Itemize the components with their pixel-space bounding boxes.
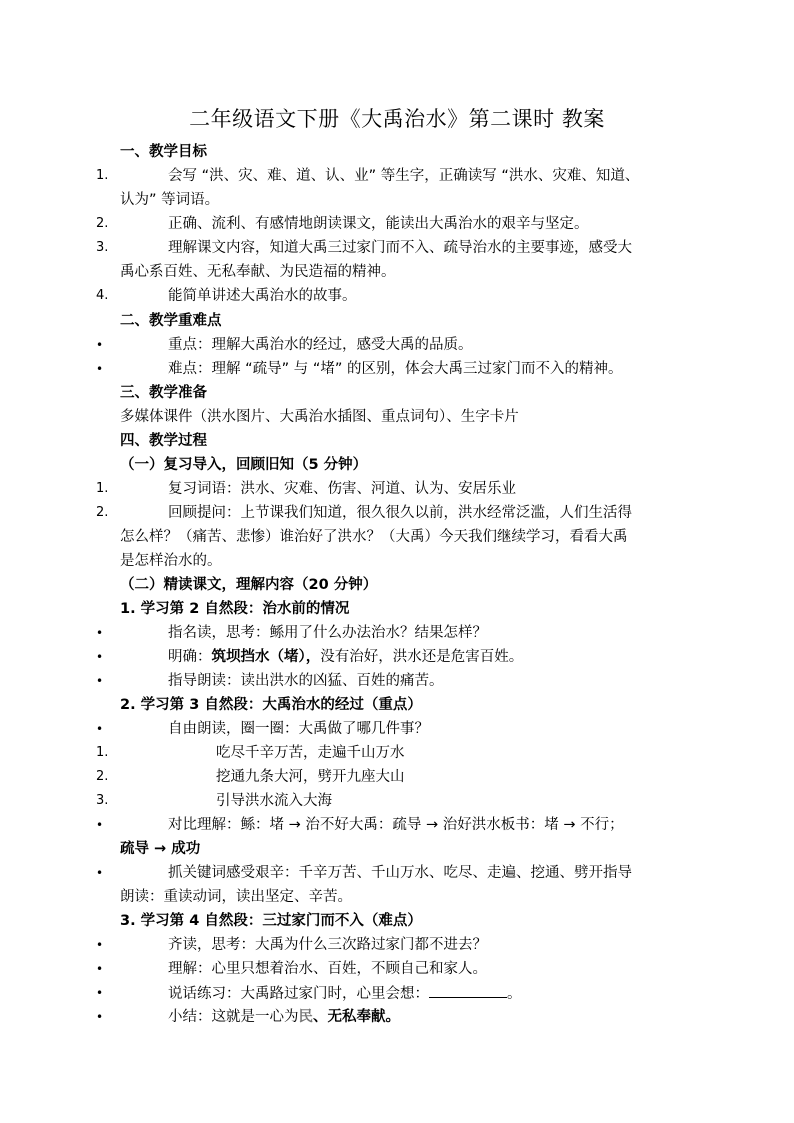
review-question-line2: 怎么样？（痛苦、悲惨）谁治好了洪水？（大禹）今天我们继续学习，看看大禹	[120, 529, 628, 545]
list-marker: 4.	[96, 288, 109, 303]
objective-3-line1: 理解课文内容，知道大禹三过家门而不入、疏导治水的主要事迹，感受大	[168, 240, 632, 256]
bullet-icon: •	[96, 362, 104, 376]
section-heading-process: 四、教学过程	[120, 433, 207, 449]
sub-3-item	[168, 983, 522, 1004]
text: 明确：	[168, 649, 212, 665]
section-heading-preparation: 三、教学准备	[120, 385, 207, 401]
list-marker: 2.	[96, 216, 109, 231]
review-question-line1: 回顾提问：上节课我们知道，很久很久以前，洪水经常泛滥，人们生活得	[168, 505, 632, 521]
sub-1-heading: 1. 学习第 2 自然段：治水前的情况	[120, 601, 350, 617]
objective-2: 正确、流利、有感情地朗读课文，能读出大禹治水的艰辛与坚定。	[168, 216, 589, 232]
bullet-icon: •	[96, 338, 104, 352]
section-heading-key-points: 二、教学重难点	[120, 313, 222, 329]
deed-item: 挖通九条大河，劈开九座大山	[216, 769, 405, 785]
text: 没有治好，洪水还是危害百姓。	[320, 649, 524, 665]
emphasis-text: 民	[298, 1009, 313, 1025]
list-marker: 3.	[96, 240, 109, 255]
objective-3-line2: 禹心系百姓、无私奉献、为民造福的精神。	[120, 264, 396, 280]
bullet-icon: •	[96, 722, 104, 736]
list-marker: 1.	[96, 745, 109, 760]
comparison-line1: 对比理解：鲧：堵 → 治不好大禹：疏导 → 治好洪水板书：堵 → 不行；	[168, 817, 624, 833]
review-question-line3: 是怎样治水的。	[120, 553, 222, 569]
bullet-icon: •	[96, 674, 104, 688]
text: 。	[507, 986, 522, 1002]
bullet-icon: •	[96, 938, 104, 952]
deed-item: 引导洪水流入大海	[216, 793, 332, 809]
sub-1-item: 指名读，思考：鲧用了什么办法治水？结果怎样？	[168, 625, 487, 641]
part-2-heading: （二）精读课文，理解内容（20 分钟）	[120, 577, 378, 593]
emphasis-text: 筑坝挡水（堵），	[211, 649, 321, 665]
bullet-icon: •	[96, 866, 104, 880]
sub-2-item: 自由朗读，圈一圈：大禹做了哪几件事？	[168, 721, 429, 737]
list-marker: 2.	[96, 505, 109, 520]
list-marker: 1.	[96, 168, 109, 183]
list-marker: 2.	[96, 769, 109, 784]
emphasis-text: 、无私奉献。	[313, 1009, 400, 1025]
objective-1-line1: 会写 “洪、灾、难、道、认、业” 等生字，正确读写 “洪水、灾难、知道、	[168, 168, 640, 184]
bullet-icon: •	[96, 818, 104, 832]
sub-2-heading: 2. 学习第 3 自然段：大禹治水的经过（重点）	[120, 697, 422, 713]
sub-1-item: 指导朗读：读出洪水的凶猛、百姓的痛苦。	[168, 673, 444, 689]
bullet-icon: •	[96, 650, 104, 664]
objective-1-line2: 认为” 等词语。	[120, 192, 220, 208]
text: 小结：这就是一心为	[168, 1009, 299, 1025]
deed-item: 吃尽千辛万苦，走遍千山万水	[216, 745, 405, 761]
list-marker: 3.	[96, 793, 109, 808]
keywords-line2: 朗读：重读动词，读出坚定、辛苦。	[120, 889, 352, 905]
text: 说话练习：大禹路过家门时，心里会想：	[168, 986, 429, 1002]
difficult-point: 难点：理解 “疏导” 与 “堵” 的区别，体会大禹三过家门而不入的精神。	[168, 361, 623, 377]
sub-3-heading: 3. 学习第 4 自然段：三过家门而不入（难点）	[120, 913, 422, 929]
part-1-heading: （一）复习导入，回顾旧知（5 分钟）	[120, 457, 368, 473]
bullet-icon: •	[96, 962, 104, 976]
fill-in-blank	[429, 983, 507, 998]
sub-3-item	[168, 1007, 400, 1027]
comparison-line2: 疏导 → 成功	[120, 841, 201, 857]
preparation-text: 多媒体课件（洪水图片、大禹治水插图、重点词句）、生字卡片	[120, 409, 519, 425]
keywords-line1: 抓关键词感受艰辛：千辛万苦、千山万水、吃尽、走遍、挖通、劈开指导	[168, 865, 632, 881]
review-words: 复习词语：洪水、灾难、伤害、河道、认为、安居乐业	[168, 481, 516, 497]
bullet-icon: •	[96, 626, 104, 640]
objective-4: 能简单讲述大禹治水的故事。	[168, 288, 357, 304]
key-point: 重点：理解大禹治水的经过，感受大禹的品质。	[168, 337, 473, 353]
document-title: 二年级语文下册《大禹治水》第二课时 教案	[189, 107, 605, 131]
sub-3-item: 理解：心里只想着治水、百姓，不顾自己和家人。	[168, 961, 487, 977]
bullet-icon: •	[96, 986, 104, 1000]
section-heading-objectives: 一、教学目标	[120, 144, 207, 160]
bullet-icon: •	[96, 1010, 104, 1024]
sub-3-item: 齐读，思考：大禹为什么三次路过家门都不进去？	[168, 937, 487, 953]
list-marker: 1.	[96, 481, 109, 496]
sub-1-item	[168, 647, 523, 667]
